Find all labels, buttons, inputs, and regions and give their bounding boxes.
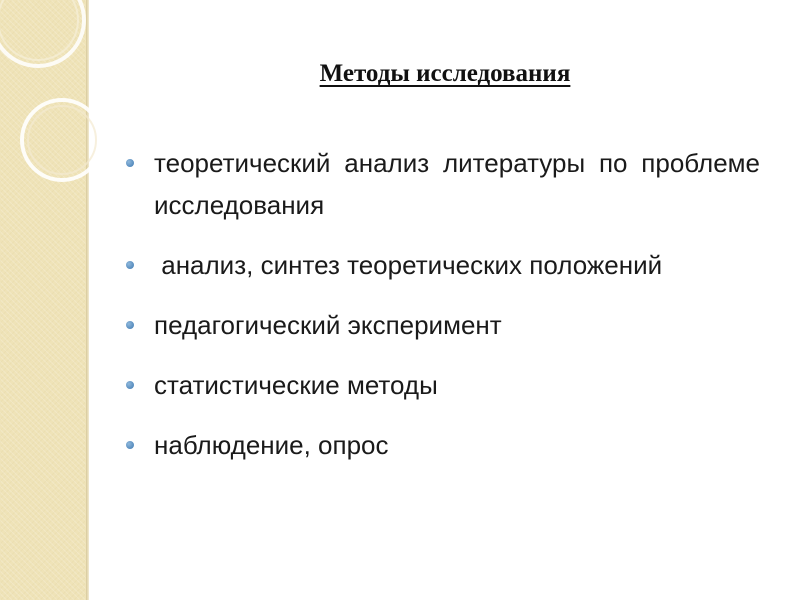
slide-title: Методы исследования xyxy=(319,60,571,87)
bullet-dot-icon xyxy=(126,261,134,269)
list-item xyxy=(124,244,760,286)
list-item xyxy=(124,364,760,406)
list-item xyxy=(124,142,760,226)
bullet-text: наблюдение, опрос xyxy=(154,430,389,460)
bullet-text: анализ, синтез теоретических положений xyxy=(154,250,663,280)
list-item xyxy=(124,304,760,346)
bullet-text: педагогический эксперимент xyxy=(154,310,502,340)
bullet-dot-icon xyxy=(126,381,134,389)
bullet-dot-icon xyxy=(126,159,134,167)
bullet-dot-icon xyxy=(126,321,134,329)
decorative-circles-icon xyxy=(0,0,120,220)
bullet-list xyxy=(124,142,760,466)
list-item xyxy=(124,424,760,466)
bullet-text: теоретический анализ литературы по проблеме исследования xyxy=(154,148,760,220)
bullet-text: статистические методы xyxy=(154,370,438,400)
bullet-dot-icon xyxy=(126,441,134,449)
